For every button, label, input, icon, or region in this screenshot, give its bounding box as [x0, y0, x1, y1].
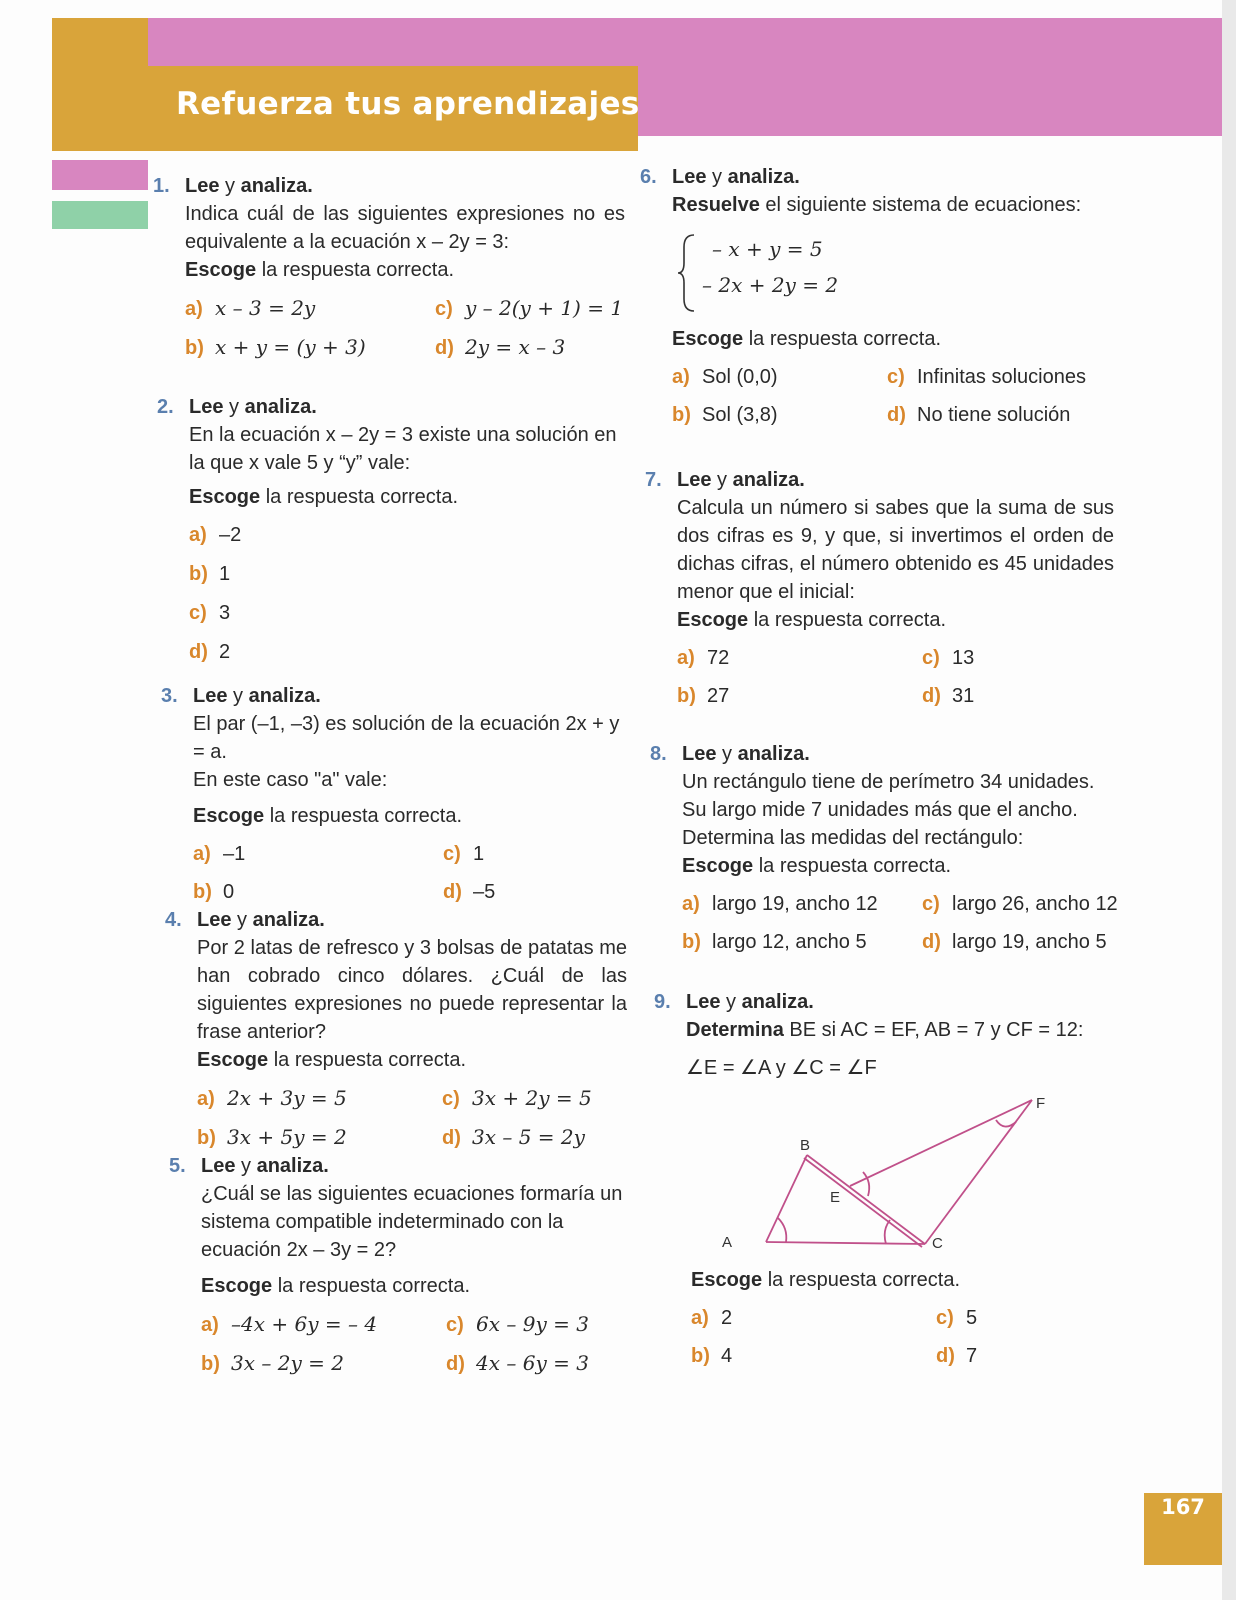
question-text-2: En este caso "a" vale:	[193, 769, 388, 791]
option-c[interactable]: c) Infinitas soluciones	[887, 366, 1086, 388]
question-text: Indica cuál de las siguientes expresiones no es equivalente a la ecuación x – 2y = 3:	[185, 203, 625, 253]
question-4: 4. Lee y analiza. Por 2 latas de refresco y 3 bolsas de patatas me han cobrado cinco dólares. ¿Cuál de las siguientes expresiones no puede representar la frase anterior? Escoge la respuesta correcta. a) 2x + 3y = 5 c) 3x + 2y = 5 b) 3x + 5y = 2 d) 3x – 5 = 2y	[197, 906, 627, 1152]
side-tab-green	[52, 201, 148, 229]
instruction: Escoge la respuesta correcta.	[193, 805, 463, 827]
question-text: Un rectángulo tiene de perímetro 34 unidades. Su largo mide 7 unidades más que el ancho. Determina las medidas del rectángulo:	[682, 771, 1095, 849]
instruction: Escoge la respuesta correcta.	[691, 1269, 961, 1291]
label-e: E	[830, 1189, 841, 1206]
options	[672, 363, 1112, 429]
option-a[interactable]: a) –2	[189, 524, 242, 546]
option-c[interactable]: c) 3	[189, 602, 231, 624]
equation-2: – 2x + 2y = 2	[702, 273, 839, 297]
option-d[interactable]: d) 4x – 6y = 3	[446, 1351, 589, 1375]
option-d[interactable]: d) largo 19, ancho 5	[922, 931, 1107, 953]
option-c[interactable]: c) 13	[922, 647, 975, 669]
question-number: 9.	[654, 991, 671, 1013]
options	[691, 1304, 1128, 1370]
question-1: 1. Lee y analiza. Indica cuál de las siguientes expresiones no es equivalente a la ecuación x – 2y = 3: Escoge la respuesta correcta. a) x – 3 = 2y c) y – 2(y + 1) = 1 b) x + y = (y + 3) d) 2y = x – 3	[185, 172, 625, 362]
question-5: 5. Lee y analiza. ¿Cuál se las siguientes ecuaciones formaría un sistema compatible indeterminado con la ecuación 2x – 3y = 2? Escoge la respuesta correcta. a) –4x + 6y = – 4 c) 6x – 9y = 3 b) 3x – 2y = 2 d) 4x – 6y = 3	[201, 1152, 631, 1378]
options	[682, 890, 1119, 956]
equation-system	[676, 233, 1112, 313]
options	[677, 644, 1114, 710]
question-number: 2.	[157, 396, 174, 418]
instruction: Escoge la respuesta correcta.	[197, 1049, 467, 1071]
segment-be-double	[804, 1158, 922, 1247]
option-d[interactable]: d) 7	[936, 1345, 978, 1367]
option-c[interactable]: c) y – 2(y + 1) = 1	[435, 296, 624, 320]
question-number: 4.	[165, 909, 182, 931]
question-9-answers	[691, 1266, 1128, 1370]
question-number: 1.	[153, 175, 170, 197]
option-a[interactable]: a) largo 19, ancho 12	[682, 893, 878, 915]
options	[197, 1084, 627, 1152]
option-b[interactable]: b) 3x + 5y = 2	[197, 1125, 347, 1149]
options	[201, 1310, 631, 1378]
question-text: Resuelve el siguiente sistema de ecuaciones:	[672, 194, 1082, 216]
triangle-figure	[700, 1090, 1070, 1260]
label-c: C	[932, 1235, 943, 1252]
options	[189, 521, 629, 666]
angle-conditions: ∠E = ∠A y ∠C = ∠F	[686, 1057, 877, 1079]
page-title: Refuerza tus aprendizajes	[176, 86, 640, 122]
question-3: 3. Lee y analiza. El par (–1, –3) es solución de la ecuación 2x + y = a. En este caso "a" vale: Escoge la respuesta correcta. a) –1 c) 1 b) 0 d) –5	[193, 682, 633, 906]
option-b[interactable]: b) 3x – 2y = 2	[201, 1351, 344, 1375]
question-text: El par (–1, –3) es solución de la ecuación 2x + y = a.	[193, 713, 620, 763]
options	[193, 840, 633, 906]
brace-icon	[676, 233, 700, 313]
option-a[interactable]: a) –4x + 6y = – 4	[201, 1312, 378, 1336]
equation-1: – x + y = 5	[712, 237, 823, 261]
option-b[interactable]: b) 1	[189, 563, 231, 585]
segment-ef	[850, 1100, 1032, 1186]
banner-pink-top	[148, 18, 638, 66]
instruction: Escoge la respuesta correcta.	[189, 486, 459, 508]
label-b: B	[800, 1137, 811, 1154]
option-a[interactable]: a) 2	[691, 1307, 733, 1329]
option-d[interactable]: d) –5	[443, 881, 496, 903]
question-7: 7. Lee y analiza. Calcula un número si sabes que la suma de sus dos cifras es 9, y que, si invertimos el orden de dichas cifras, el número obtenido es 45 unidades menor que el inicial: Escoge la respuesta correcta. a) 72 c) 13 b) 27 d) 31	[677, 466, 1114, 710]
option-b[interactable]: b) 27	[677, 685, 730, 707]
option-a[interactable]: a) 72	[677, 647, 730, 669]
option-d[interactable]: d) 2	[189, 641, 231, 663]
instruction: Escoge la respuesta correcta.	[682, 855, 952, 877]
option-a[interactable]: a) x – 3 = 2y	[185, 296, 316, 320]
angle-c-arc	[885, 1220, 890, 1244]
question-text: ¿Cuál se las siguientes ecuaciones formaría un sistema compatible indeterminado con la ecuación 2x – 3y = 2?	[201, 1183, 623, 1261]
question-number: 6.	[640, 166, 657, 188]
question-number: 7.	[645, 469, 662, 491]
option-c[interactable]: c) 1	[443, 843, 485, 865]
label-a: A	[722, 1234, 733, 1251]
instruction: Escoge la respuesta correcta.	[677, 609, 947, 631]
option-b[interactable]: b) 0	[193, 881, 235, 903]
question-9: 9. Lee y analiza. Determina BE si AC = EF, AB = 7 y CF = 12: ∠E = ∠A y ∠C = ∠F	[686, 988, 1123, 1082]
segment-bc	[807, 1155, 925, 1244]
side-tab-pink	[52, 160, 148, 190]
segment-ac	[766, 1242, 925, 1244]
option-c[interactable]: c) 6x – 9y = 3	[446, 1312, 589, 1336]
question-text: Determina BE si AC = EF, AB = 7 y CF = 12:	[686, 1019, 1084, 1041]
option-b[interactable]: b) Sol (3,8)	[672, 404, 778, 426]
option-c[interactable]: c) largo 26, ancho 12	[922, 893, 1118, 915]
question-number: 8.	[650, 743, 667, 765]
options	[185, 294, 625, 362]
option-d[interactable]: d) 3x – 5 = 2y	[442, 1125, 585, 1149]
option-d[interactable]: d) No tiene solución	[887, 404, 1071, 426]
angle-e-arc	[863, 1172, 869, 1196]
question-number: 5.	[169, 1155, 186, 1177]
option-d[interactable]: d) 31	[922, 685, 975, 707]
option-b[interactable]: b) 4	[691, 1345, 733, 1367]
option-a[interactable]: a) Sol (0,0)	[672, 366, 778, 388]
instruction: Escoge la respuesta correcta.	[185, 259, 455, 281]
label-f: F	[1036, 1095, 1046, 1112]
page-number: 167	[1144, 1493, 1222, 1565]
question-6: 6. Lee y analiza. Resuelve el siguiente sistema de ecuaciones: – x + y = 5 – 2x + 2y = 2 Escoge la respuesta correcta. a) Sol (0,0) c) Infinitas soluciones b) Sol (3,8) d) No tiene solución	[672, 163, 1112, 429]
option-c[interactable]: c) 3x + 2y = 5	[442, 1086, 592, 1110]
option-a[interactable]: a) –1	[193, 843, 246, 865]
segment-ab	[766, 1155, 807, 1242]
question-2: 2. Lee y analiza. En la ecuación x – 2y = 3 existe una solución en la que x vale 5 y “y” vale: Escoge la respuesta correcta. a) –2 b) 1 c) 3 d) 2	[189, 393, 629, 666]
option-c[interactable]: c) 5	[936, 1307, 978, 1329]
segment-cf	[925, 1100, 1032, 1244]
question-number: 3.	[161, 685, 178, 707]
option-b[interactable]: b) largo 12, ancho 5	[682, 931, 867, 953]
instruction: Escoge la respuesta correcta.	[672, 328, 942, 350]
option-b[interactable]: b) x + y = (y + 3)	[185, 335, 366, 359]
option-d[interactable]: d) 2y = x – 3	[435, 335, 566, 359]
question-text: Por 2 latas de refresco y 3 bolsas de patatas me han cobrado cinco dólares. ¿Cuál de las siguientes expresiones no puede representar la frase anterior?	[197, 937, 627, 1043]
page-edge	[1222, 0, 1236, 1600]
option-a[interactable]: a) 2x + 3y = 5	[197, 1086, 347, 1110]
question-text: Calcula un número si sabes que la suma de sus dos cifras es 9, y que, si invertimos el orden de dichas cifras, el número obtenido es 45 unidades menor que el inicial:	[677, 497, 1114, 603]
angle-a-arc	[778, 1218, 786, 1242]
instruction: Escoge la respuesta correcta.	[201, 1275, 471, 1297]
question-8: 8. Lee y analiza. Un rectángulo tiene de perímetro 34 unidades. Su largo mide 7 unidades más que el ancho. Determina las medidas del rectángulo: Escoge la respuesta correcta. a) largo 19, ancho 12 c) largo 26, ancho 12 b) largo 12, ancho 5 d) largo 19, ancho 5	[682, 740, 1119, 956]
question-text: En la ecuación x – 2y = 3 existe una solución en la que x vale 5 y “y” vale:	[189, 424, 617, 474]
